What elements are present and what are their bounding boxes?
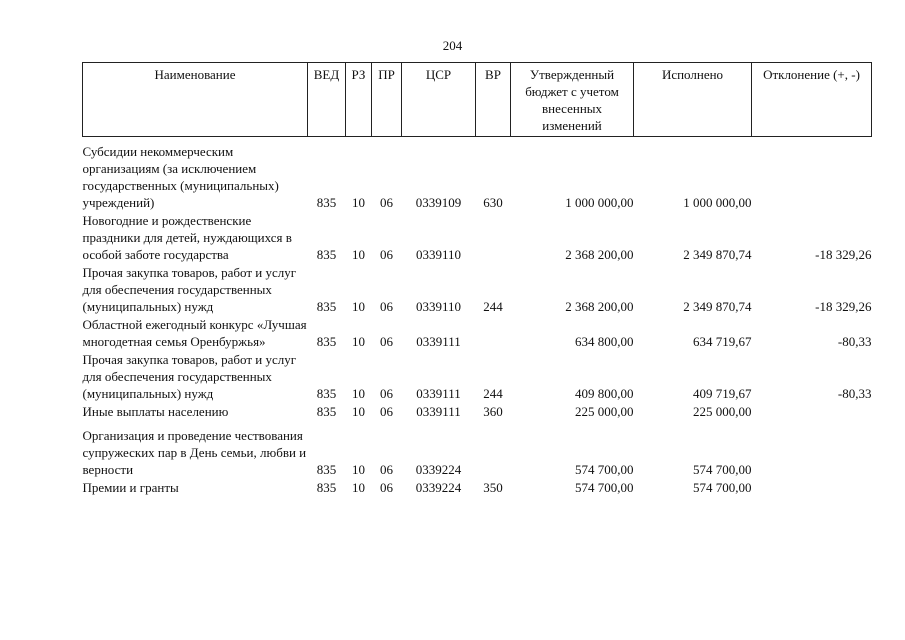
table-row — [83, 479, 872, 497]
table-row — [83, 316, 872, 351]
row-csr: 0339111 — [416, 404, 461, 419]
header-approved: Утвержденный бюджет с учетом внесенных изменений — [511, 63, 634, 137]
row-rz: 10 — [352, 299, 365, 314]
row-deviation — [752, 479, 872, 497]
row-ved: 835 — [316, 299, 337, 314]
row-vr: 244 — [483, 386, 503, 401]
row-vr: 630 — [483, 195, 503, 210]
row-name: Субсидии некоммерческим организациям (за исключением государственных (муниципальных) учреждений) — [82, 144, 279, 210]
row-ved: 835 — [316, 386, 337, 401]
header-rz: РЗ — [346, 63, 372, 137]
row-vr: 360 — [483, 404, 503, 419]
table-row — [83, 212, 872, 264]
row-rz: 10 — [352, 386, 365, 401]
row-ved: 835 — [316, 334, 337, 349]
row-rz: 10 — [352, 462, 365, 477]
table-row — [83, 403, 872, 421]
header-pr: ПР — [372, 63, 402, 137]
row-name: Новогодние и рождественские праздники для детей, нуждающихся в особой заботе государства — [82, 213, 292, 262]
row-approved: 574 700,00 — [575, 480, 634, 495]
row-approved: 2 368 200,00 — [565, 299, 634, 314]
row-deviation: -80,33 — [837, 386, 872, 401]
row-executed: 574 700,00 — [693, 480, 752, 495]
header-deviation: Отклонение (+, -) — [752, 63, 872, 137]
row-rz: 10 — [352, 480, 365, 495]
row-rz: 10 — [352, 195, 365, 210]
table-header-row — [83, 63, 872, 137]
row-name: Прочая закупка товаров, работ и услуг для обеспечения государственных (муниципальных) нужд — [82, 352, 297, 401]
row-name: Организация и проведение чествования супружеских пар в День семьи, любви и верности — [82, 428, 307, 477]
row-executed: 2 349 870,74 — [683, 299, 752, 314]
row-csr: 0339111 — [416, 386, 461, 401]
row-executed: 1 000 000,00 — [683, 195, 752, 210]
row-deviation — [752, 403, 872, 421]
row-pr: 06 — [380, 404, 393, 419]
row-csr: 0339224 — [415, 480, 462, 495]
row-ved: 835 — [316, 247, 337, 262]
row-csr: 0339109 — [415, 195, 462, 210]
row-vr — [476, 212, 511, 264]
row-csr: 0339224 — [415, 462, 462, 477]
row-name: Областной ежегодный конкурс «Лучшая многодетная семья Оренбуржья» — [82, 317, 307, 349]
header-executed: Исполнено — [634, 63, 752, 137]
page-number: 204 — [442, 38, 463, 53]
row-executed: 634 719,67 — [693, 334, 752, 349]
header-vr: ВР — [476, 63, 511, 137]
row-rz: 10 — [352, 404, 365, 419]
row-pr: 06 — [380, 462, 393, 477]
row-executed: 225 000,00 — [693, 404, 752, 419]
row-name: Прочая закупка товаров, работ и услуг для обеспечения государственных (муниципальных) нужд — [82, 265, 297, 314]
header-csr: ЦСР — [402, 63, 476, 137]
row-pr: 06 — [380, 247, 393, 262]
table-row — [83, 264, 872, 316]
row-pr: 06 — [380, 334, 393, 349]
row-rz: 10 — [352, 247, 365, 262]
row-pr: 06 — [380, 480, 393, 495]
row-ved: 835 — [316, 404, 337, 419]
row-deviation: -18 329,26 — [815, 299, 872, 314]
row-deviation — [752, 427, 872, 479]
row-approved: 409 800,00 — [575, 386, 634, 401]
row-executed: 574 700,00 — [693, 462, 752, 477]
row-deviation — [752, 143, 872, 212]
table-row — [83, 143, 872, 212]
row-deviation: -80,33 — [837, 334, 872, 349]
row-approved: 2 368 200,00 — [565, 247, 634, 262]
row-vr: 350 — [483, 480, 503, 495]
header-ved: ВЕД — [308, 63, 346, 137]
header-name: Наименование — [83, 63, 308, 137]
row-vr — [476, 427, 511, 479]
table-row — [83, 351, 872, 403]
row-ved: 835 — [316, 480, 337, 495]
row-deviation: -18 329,26 — [815, 247, 872, 262]
row-vr — [476, 316, 511, 351]
row-csr: 0339110 — [415, 299, 462, 314]
row-approved: 574 700,00 — [575, 462, 634, 477]
row-name: Премии и гранты — [82, 480, 179, 495]
row-pr: 06 — [380, 299, 393, 314]
row-approved: 634 800,00 — [575, 334, 634, 349]
row-approved: 1 000 000,00 — [565, 195, 634, 210]
row-pr: 06 — [380, 386, 393, 401]
row-ved: 835 — [316, 195, 337, 210]
row-csr: 0339110 — [415, 247, 462, 262]
table-row — [83, 427, 872, 479]
row-vr: 244 — [483, 299, 503, 314]
row-approved: 225 000,00 — [575, 404, 634, 419]
row-rz: 10 — [352, 334, 365, 349]
row-executed: 2 349 870,74 — [683, 247, 752, 262]
row-executed: 409 719,67 — [693, 386, 752, 401]
row-pr: 06 — [380, 195, 393, 210]
row-name: Иные выплаты населению — [82, 404, 229, 419]
row-ved: 835 — [316, 462, 337, 477]
budget-execution-table — [82, 62, 872, 497]
row-csr: 0339111 — [416, 334, 461, 349]
